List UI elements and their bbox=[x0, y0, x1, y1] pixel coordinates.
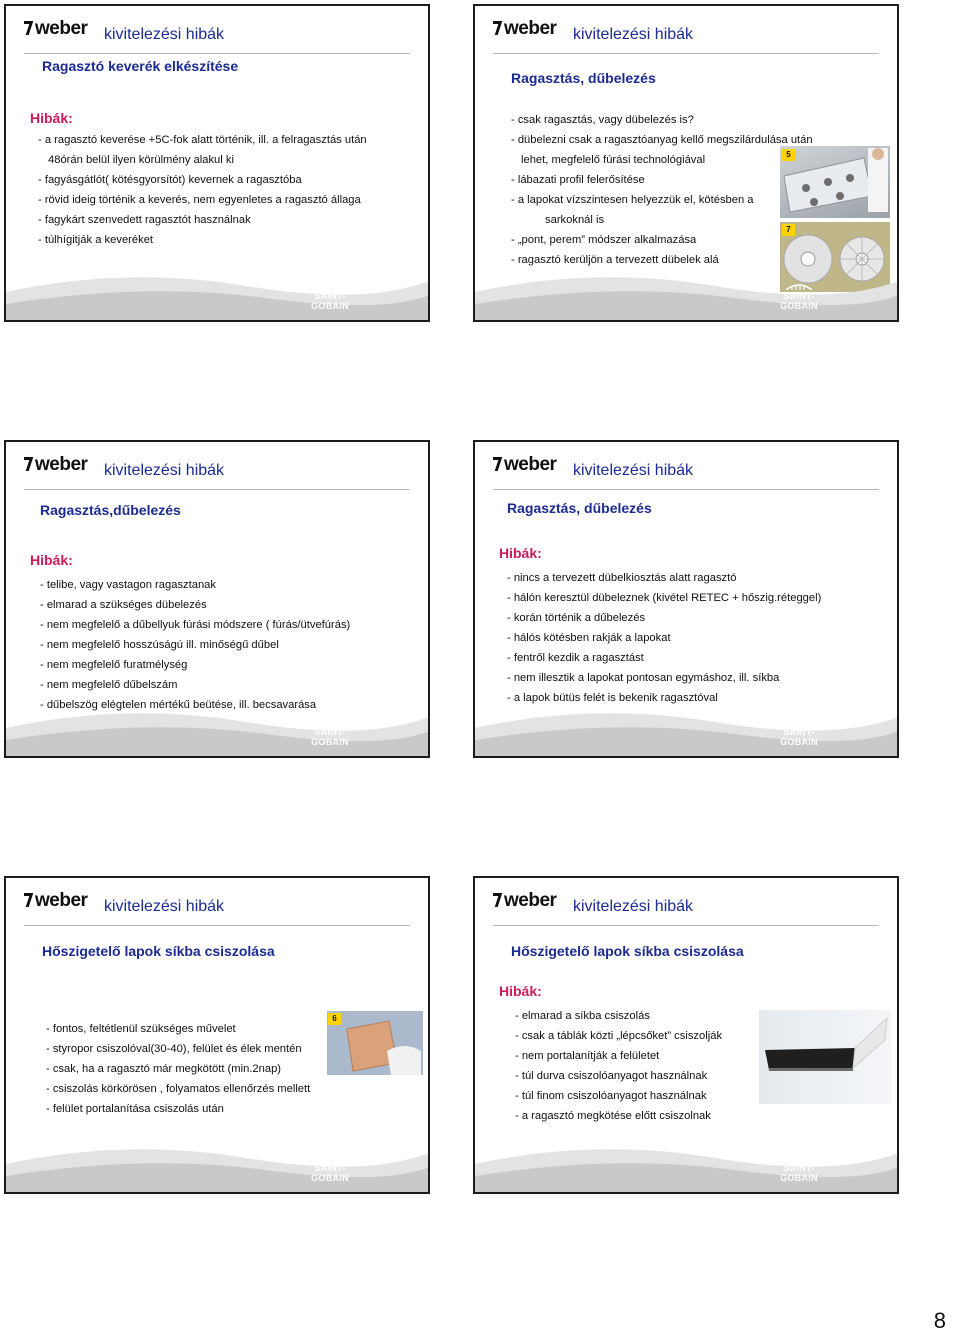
weber-logo-mark-icon bbox=[493, 893, 503, 907]
list-item: - rövid ideig történik a keverés, nem egyenletes a ragasztó állaga bbox=[38, 194, 361, 206]
footer-wave bbox=[6, 700, 430, 756]
footer-wave bbox=[6, 1136, 430, 1192]
photo-number-badge: 6 bbox=[328, 1013, 341, 1025]
slide-subtitle: Hőszigetelő lapok síkba csiszolása bbox=[511, 943, 744, 959]
slide-3 bbox=[4, 440, 430, 758]
slide-title: kivitelezési hibák bbox=[573, 898, 694, 915]
saint-gobain-logo: SAINT-GOBAIN bbox=[767, 1154, 831, 1183]
weber-logo: weber bbox=[493, 18, 556, 40]
bullet-list bbox=[46, 1019, 310, 1119]
list-item: - dübelezni csak a ragasztóanyag kellő megszilárdulása után bbox=[511, 134, 813, 146]
header-divider bbox=[493, 53, 879, 54]
slide-subtitle: Hőszigetelő lapok síkba csiszolása bbox=[42, 943, 275, 959]
header-divider bbox=[24, 489, 410, 490]
weber-logo-mark-icon bbox=[493, 21, 503, 35]
saint-gobain-logo: SAINT-GOBAIN bbox=[767, 718, 831, 747]
dowel-panel-illustration bbox=[780, 146, 890, 218]
list-item: - telibe, vagy vastagon ragasztanak bbox=[40, 579, 216, 591]
saint-gobain-logo: SAINT-GOBAIN bbox=[298, 718, 362, 747]
bullet-list bbox=[40, 575, 350, 715]
list-item: - nem megfelelő furatmélység bbox=[40, 659, 188, 671]
photo-sanding-board bbox=[327, 1011, 423, 1075]
list-item: - hálón keresztül dübeleznek (kivétel RETEC + hőszig.réteggel) bbox=[507, 592, 822, 604]
weber-logo: weber bbox=[24, 454, 87, 476]
list-item: - fentről kezdik a ragasztást bbox=[507, 652, 644, 664]
list-item: - túl finom csiszolóanyagot használnak bbox=[515, 1090, 707, 1102]
bullet-list bbox=[511, 110, 813, 270]
saint-gobain-logo: SAINT-GOBAIN bbox=[767, 282, 831, 311]
list-item: - dűbelszög elégtelen mértékű beütése, ill. becsavarása bbox=[40, 699, 317, 711]
footer-wave bbox=[475, 700, 899, 756]
slide-6 bbox=[473, 876, 899, 1194]
slide-title: kivitelezési hibák bbox=[573, 462, 694, 479]
sanding-trowel-illustration bbox=[759, 1010, 891, 1104]
header-divider bbox=[24, 53, 410, 54]
list-item: - túlhígitják a keveréket bbox=[38, 234, 154, 246]
saint-gobain-arch-icon bbox=[315, 1154, 345, 1162]
list-item: - csak, ha a ragasztó már megkötött (min.2nap) bbox=[46, 1063, 282, 1075]
list-item: - „pont, perem” módszer alkalmazása bbox=[511, 234, 697, 246]
list-item: - túl durva csiszolóanyagot használnak bbox=[515, 1070, 708, 1082]
slide-title: kivitelezési hibák bbox=[104, 898, 225, 915]
weber-logo: weber bbox=[24, 890, 87, 912]
saint-gobain-logo: SAINT-GOBAIN bbox=[298, 282, 362, 311]
list-item: - felület portalanítása csiszolás után bbox=[46, 1103, 224, 1115]
saint-gobain-arch-icon bbox=[315, 282, 345, 290]
slide-title: kivitelezési hibák bbox=[104, 26, 225, 43]
weber-logo-mark-icon bbox=[24, 457, 34, 471]
weber-logo: weber bbox=[493, 454, 556, 476]
slide-subtitle: Ragasztás, dűbelezés bbox=[507, 500, 652, 516]
list-item: - nem megfelelő hosszúságú ill. minőségű dűbel bbox=[40, 639, 279, 651]
errors-heading: Hibák: bbox=[499, 983, 542, 999]
sanding-board-illustration bbox=[327, 1011, 423, 1075]
list-item: 48órán belül ilyen körülmény alakul ki bbox=[48, 154, 234, 166]
slide-subtitle: Ragasztás,dűbelezés bbox=[40, 502, 181, 518]
footer-wave bbox=[6, 264, 430, 320]
list-item: - lábazati profil felerősítése bbox=[511, 174, 645, 186]
errors-heading: Hibák: bbox=[30, 552, 73, 568]
header-divider bbox=[24, 925, 410, 926]
slide-4 bbox=[473, 440, 899, 758]
photo-number-badge: 5 bbox=[782, 149, 795, 161]
list-item: - fontos, feltétlenül szükséges művelet bbox=[46, 1023, 236, 1035]
list-item: - fagykárt szenvedett ragasztót használnak bbox=[38, 214, 251, 226]
list-item: - nem illesztik a lapokat pontosan egymáshoz, ill. síkba bbox=[507, 672, 780, 684]
photo-sanding-trowel bbox=[759, 1010, 891, 1104]
photo-number-badge: 7 bbox=[782, 224, 795, 236]
errors-heading: Hibák: bbox=[30, 110, 73, 126]
header-divider bbox=[493, 925, 879, 926]
saint-gobain-arch-icon bbox=[784, 1154, 814, 1162]
list-item: - nem portalanítják a felületet bbox=[515, 1050, 660, 1062]
list-item: sarkoknál is bbox=[545, 214, 605, 226]
saint-gobain-logo: SAINT-GOBAIN bbox=[298, 1154, 362, 1183]
slide-5 bbox=[4, 876, 430, 1194]
weber-logo-mark-icon bbox=[24, 21, 34, 35]
bullet-list bbox=[515, 1006, 722, 1126]
slide-subtitle: Ragasztó keverék elkészítése bbox=[42, 58, 239, 74]
list-item: - a lapok bütüs felét is bekenik ragasztóval bbox=[507, 692, 718, 704]
list-item: lehet, megfelelő fúrási technológiával bbox=[521, 154, 706, 166]
list-item: - elmarad a síkba csiszolás bbox=[515, 1010, 650, 1022]
slide-title: kivitelezési hibák bbox=[573, 26, 694, 43]
list-item: - nem megfelelő dűbelszám bbox=[40, 679, 178, 691]
saint-gobain-arch-icon bbox=[315, 718, 345, 726]
list-item: - a lapokat vízszintesen helyezzük el, kötésben a bbox=[511, 194, 754, 206]
list-item: - csak ragasztás, vagy dübelezés is? bbox=[511, 114, 694, 126]
photo-dowel-panel bbox=[780, 146, 890, 218]
weber-logo-mark-icon bbox=[24, 893, 34, 907]
list-item: - a ragasztó megkötése előtt csiszolnak bbox=[515, 1110, 711, 1122]
weber-logo: weber bbox=[24, 18, 87, 40]
list-item: - korán történik a dűbelezés bbox=[507, 612, 646, 624]
list-item: - ragasztó kerüljön a tervezett dübelek alá bbox=[511, 254, 719, 266]
list-item: - styropor csiszolóval(30-40), felület és élek mentén bbox=[46, 1043, 302, 1055]
slide-2 bbox=[473, 4, 899, 322]
list-item: - nem megfelelő a dűbellyuk fúrási módszere ( fúrás/ütvefúrás) bbox=[40, 619, 351, 631]
list-item: - nincs a tervezett dübelkiosztás alatt ragasztó bbox=[507, 572, 737, 584]
list-item: - csiszolás körkörösen , folyamatos ellenőrzés mellett bbox=[46, 1083, 311, 1095]
footer-wave bbox=[475, 264, 899, 320]
page-number: 8 bbox=[933, 1308, 946, 1333]
weber-logo: weber bbox=[493, 890, 556, 912]
slide-1 bbox=[4, 4, 430, 322]
slide-subtitle: Ragasztás, dűbelezés bbox=[511, 70, 656, 86]
list-item: - csak a táblák közti „lépcsőket” csiszolják bbox=[515, 1030, 723, 1042]
list-item: - elmarad a szükséges dübelezés bbox=[40, 599, 207, 611]
header-divider bbox=[493, 489, 879, 490]
errors-heading: Hibák: bbox=[499, 545, 542, 561]
bullet-list bbox=[507, 568, 821, 708]
weber-logo-mark-icon bbox=[493, 457, 503, 471]
bullet-list bbox=[38, 130, 367, 250]
saint-gobain-arch-icon bbox=[784, 282, 814, 290]
list-item: - hálós kötésben rakják a lapokat bbox=[507, 632, 671, 644]
saint-gobain-arch-icon bbox=[784, 718, 814, 726]
list-item: - a ragasztó keverése +5C-fok alatt történik, ill. a felragasztás után bbox=[38, 134, 367, 146]
list-item: - fagyásgátlót( kötésgyorsítót) kevernek a ragasztóba bbox=[38, 174, 302, 186]
footer-wave bbox=[475, 1136, 899, 1192]
slide-title: kivitelezési hibák bbox=[104, 462, 225, 479]
